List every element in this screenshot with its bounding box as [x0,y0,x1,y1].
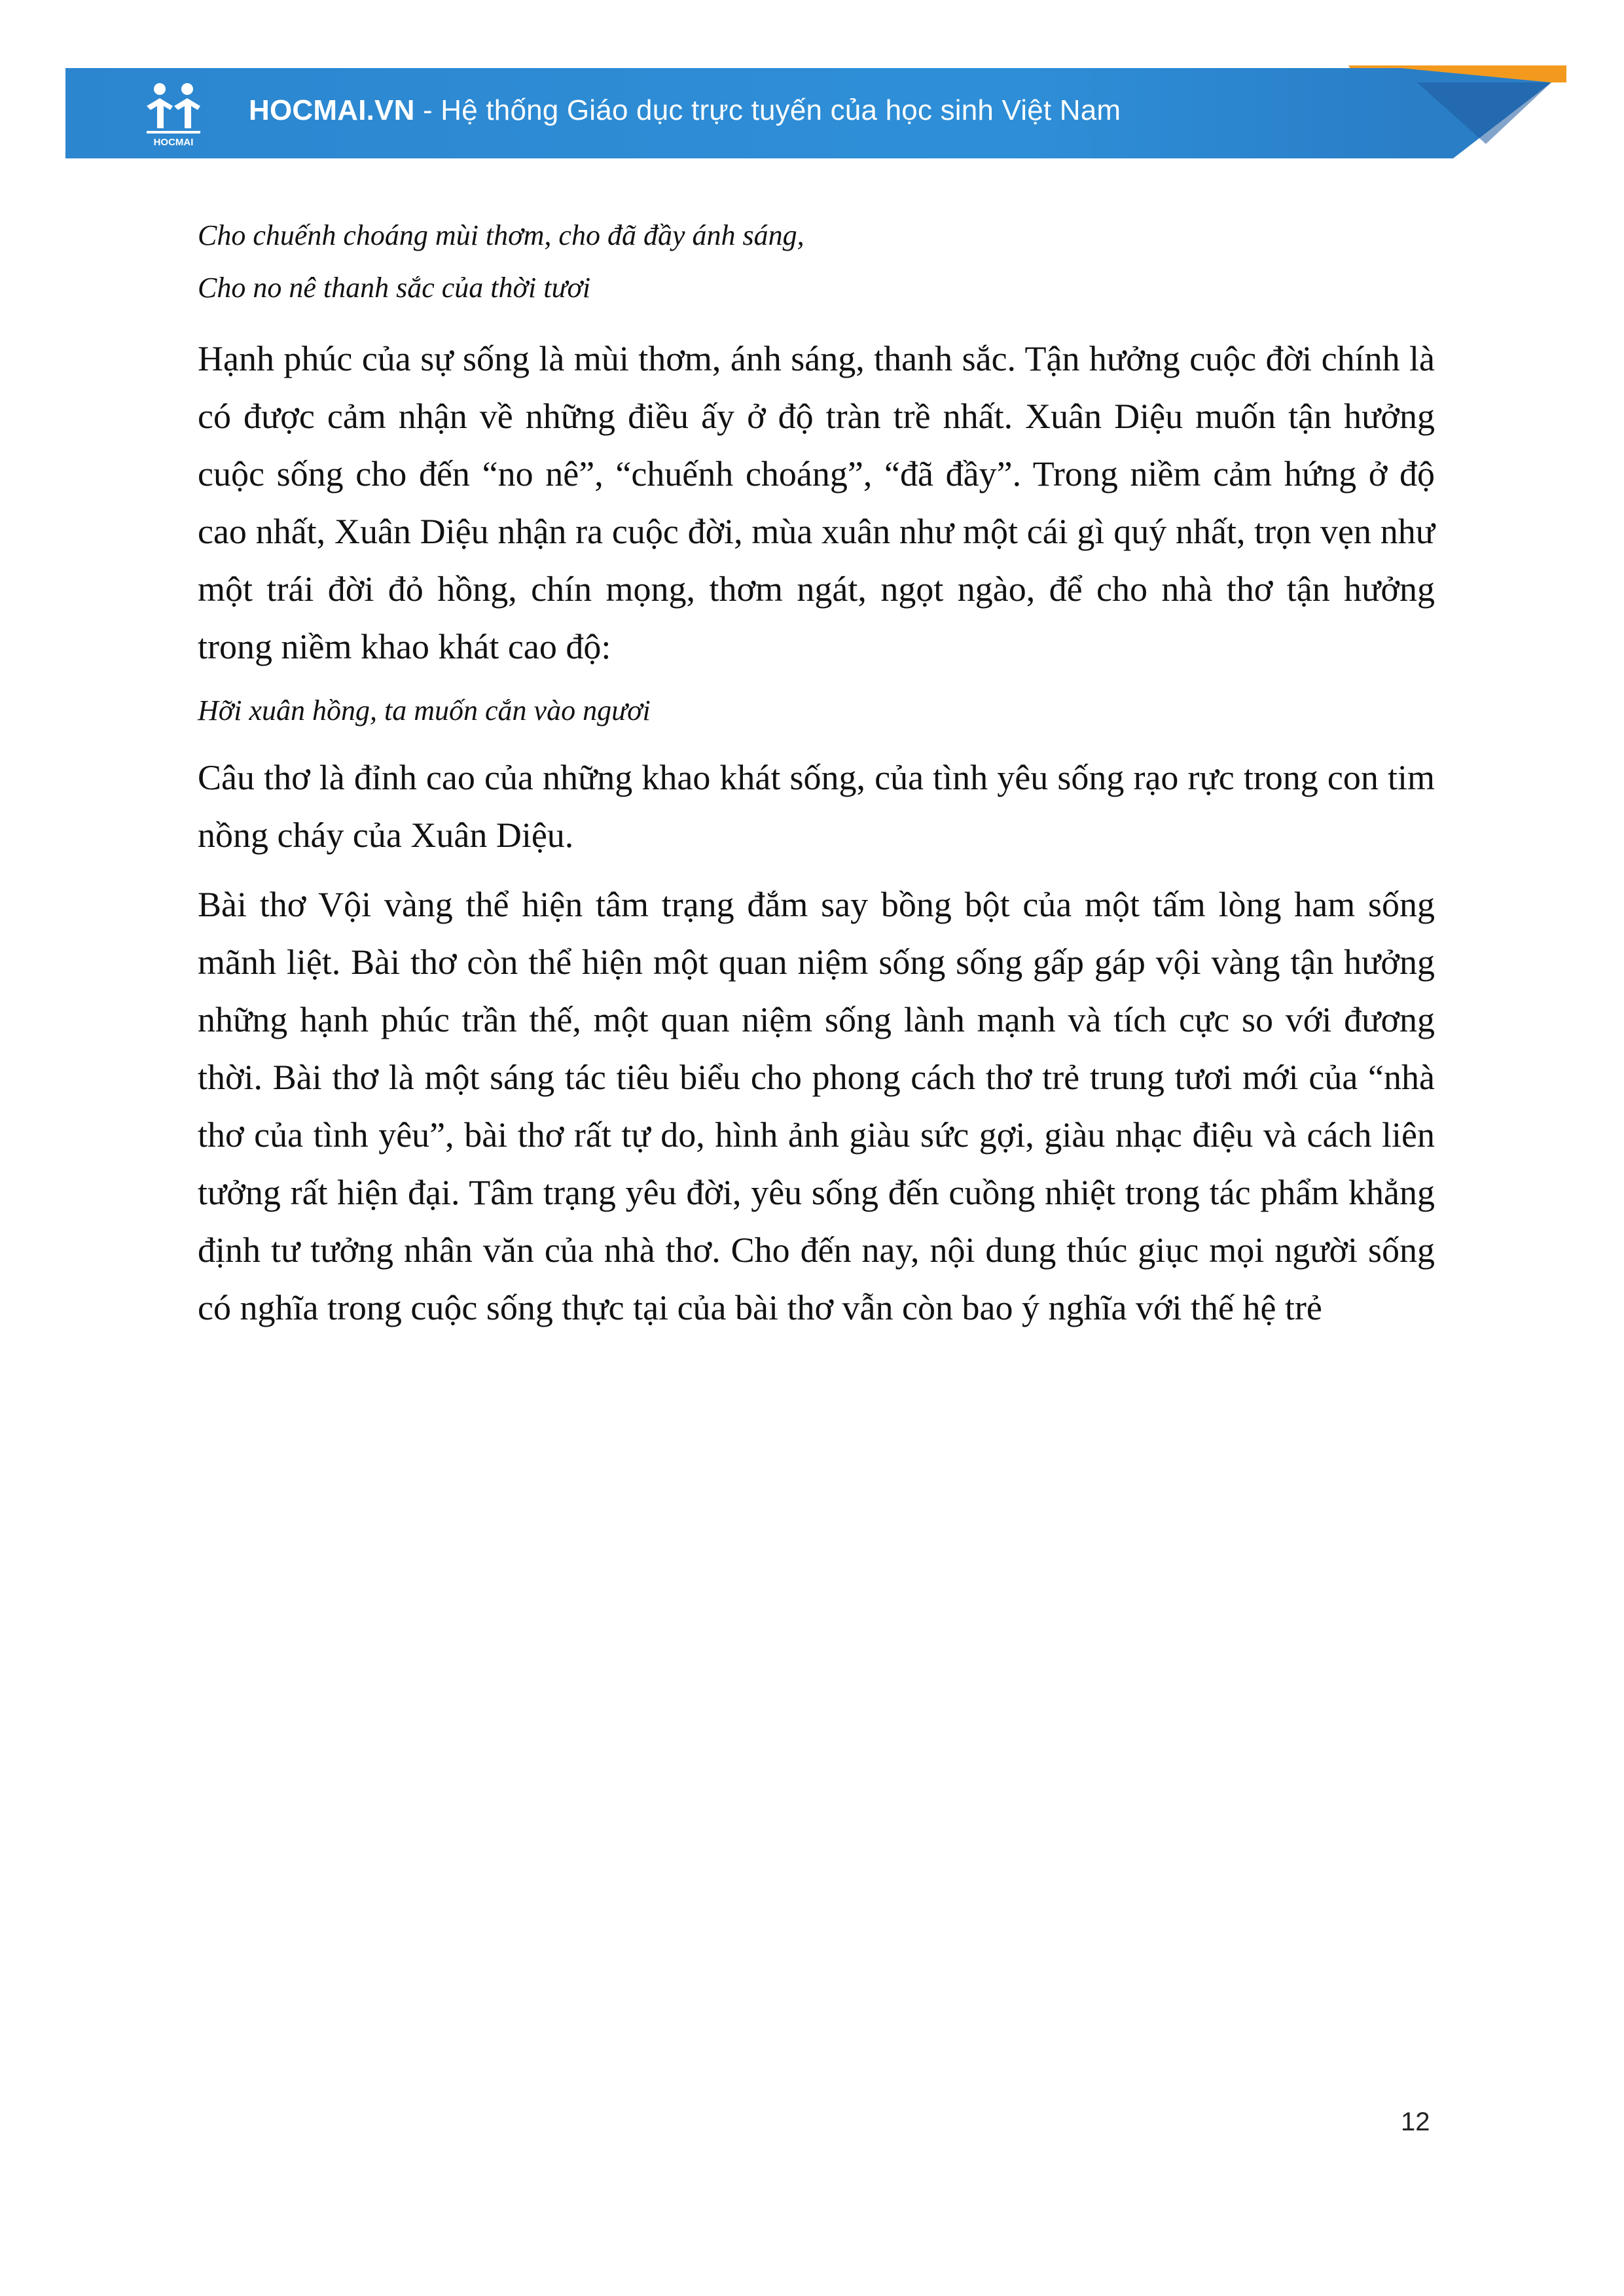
page-number: 12 [1401,2108,1430,2136]
paragraph-2: Câu thơ là đỉnh cao của những khao khát sống, của tình yêu sống rạo rực trong con tim nồng cháy của Xuân Diệu. [198,758,1435,855]
verse-line: Cho no nê thanh sắc của thời tươi [198,272,591,304]
header-title [249,94,1121,127]
paragraph-3: Bài thơ Vội vàng thể hiện tâm trạng đắm say bồng bột của một tấm lòng ham sống mãnh liệt. Bài thơ còn thể hiện một quan niệm sống sống gấp gáp vội vàng tận hưởng những hạnh phúc trần thế, một quan niệm sống lành mạnh và tích cực so với đương thời. Bài thơ là một sáng tác tiêu biểu cho phong cách thơ trẻ trung tươi mới của “nhà thơ của tình yêu”, bài thơ rất tự do, hình ảnh giàu sức gợi, giàu nhạc điệu và cách liên tưởng rất hiện đại. Tâm trạng yêu đời, yêu sống đến cuồng nhiệt trong tác phẩm khẳng định tư tưởng nhân văn của nhà thơ. Cho đến nay, nội dung thúc giục mọi người sống có nghĩa trong cuộc sống thực tại của bài thơ vẫn còn bao ý nghĩa với thế hệ trẻ [198,885,1435,1327]
verse-line: Hỡi xuân hồng, ta muốn cắn vào ngươi [198,694,651,726]
verse-block-1 [198,209,1435,314]
svg-text:HOCMAI: HOCMAI [153,137,194,148]
verse-block-2 [198,685,1435,737]
header-tagline: - Hệ thống Giáo dục trực tuyến của học sinh Việt Nam [414,94,1121,126]
brand-name[interactable]: HOCMAI.VN [249,94,415,126]
hocmai-logo [137,77,209,149]
document-body [198,209,1435,1336]
header-banner [65,65,1566,158]
paragraph-1: Hạnh phúc của sự sống là mùi thơm, ánh sáng, thanh sắc. Tận hưởng cuộc đời chính là có được cảm nhận về những điều ấy ở độ tràn trề nhất. Xuân Diệu muốn tận hưởng cuộc sống cho đến “no nê”, “chuếnh choáng”, “đã đầy”. Trong niềm cảm hứng ở độ cao nhất, Xuân Diệu nhận ra cuộc đời, mùa xuân như một cái gì quý nhất, trọn vẹn như một trái đời đỏ hồng, chín mọng, thơm ngát, ngọt ngào, để cho nhà thơ tận hưởng trong niềm khao khát cao độ: [198,339,1435,666]
verse-line: Cho chuếnh choáng mùi thơm, cho đã đầy ánh sáng, [198,219,804,251]
